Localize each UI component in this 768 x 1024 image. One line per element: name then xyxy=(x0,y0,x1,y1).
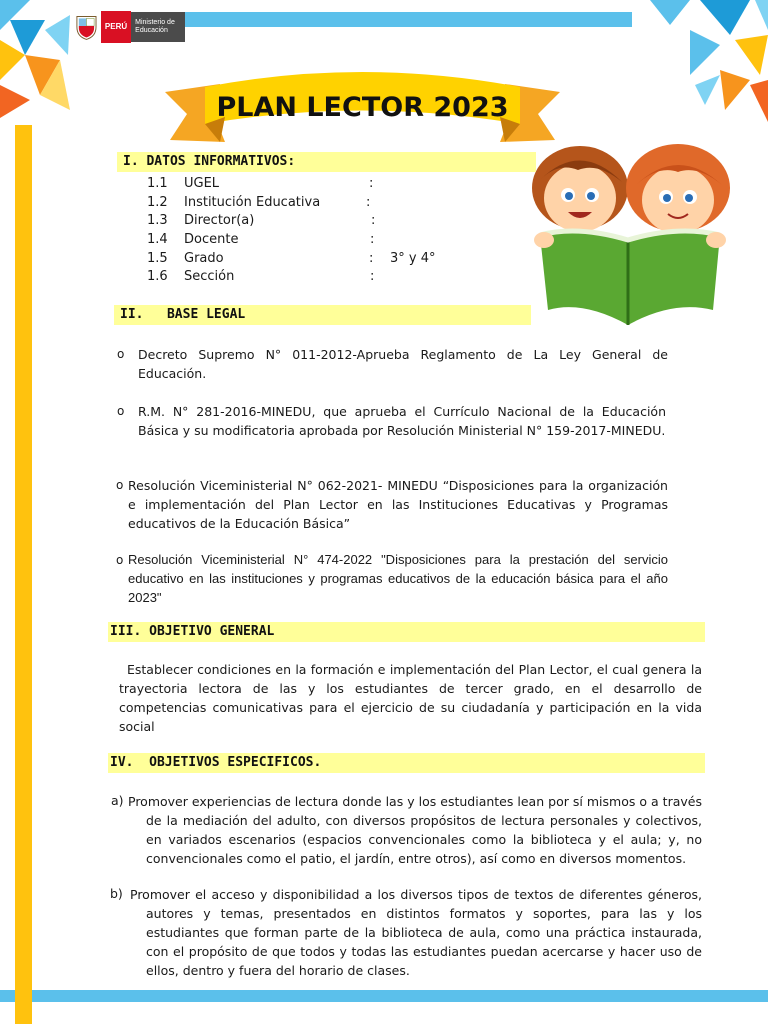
info-row-colon: : xyxy=(369,251,374,266)
objetivo-especifico-item: Promover experiencias de lectura donde las y los estudiantes lean por sí mismos o a través de la mediación del adulto, con diversos propósitos de lectura personales y colectivos, en variados escenarios (espacios convencionales como la biblioteca y el aula; y, no convencionales como el patio, el jardín, entre otros), así como en diversos momentos. xyxy=(128,794,702,866)
top-right-triangles xyxy=(640,0,768,125)
info-row-number: 1.3 xyxy=(147,213,168,228)
info-row-label: UGEL xyxy=(184,176,220,191)
section-objetivos-especificos-heading: IV. OBJETIVOS ESPECIFICOS. xyxy=(108,753,705,773)
info-row-label: Docente xyxy=(184,232,239,247)
info-row-number: 1.6 xyxy=(147,269,168,284)
ministry-logo xyxy=(75,11,185,43)
info-row-colon: : xyxy=(366,195,371,210)
kids-reading-illustration xyxy=(528,140,738,330)
list-bullet: o xyxy=(117,347,125,361)
base-legal-item: Decreto Supremo N° 011-2012-Aprueba Reglamento de La Ley General de Educación. xyxy=(138,347,668,381)
list-marker: b) xyxy=(110,886,123,901)
info-row-label: Grado xyxy=(184,251,224,266)
list-bullet: o xyxy=(116,478,124,492)
info-row-number: 1.5 xyxy=(147,251,168,266)
objetivo-especifico-item: Promover el acceso y disponibilidad a los diversos tipos de textos de diferentes géneros, autores y temas, presentados en distintos formatos y soportes, para las y los estudiantes que forman parte de la biblioteca de aula, como una práctica instaurada, con el propósito de que todos y todas las estudiantes puedan acercarse y hacer uso de ellos, dentro y fuera del horario de clases. xyxy=(130,887,702,978)
info-row-label: Sección xyxy=(184,269,235,284)
info-row-colon: : xyxy=(369,176,374,191)
logo-ministry-label: Ministerio de Educación xyxy=(131,12,185,42)
info-row-colon: : xyxy=(371,213,376,228)
base-legal-item: R.M. N° 281-2016-MINEDU, que aprueba el Currículo Nacional de la Educación Básica y su modificatoria aprobada por Resolución Ministerial N° 159-2017-MINEDU. xyxy=(138,404,666,438)
section-datos-heading: I. DATOS INFORMATIVOS: xyxy=(117,152,536,172)
info-row-label: Institución Educativa xyxy=(184,195,321,210)
base-legal-item: Resolución Viceministerial N° 474-2022 "Disposiciones para la prestación del servicio educativo en las instituciones y programas educativos de la educación básica para el año 2023" xyxy=(128,552,668,605)
info-row-number: 1.4 xyxy=(147,232,168,247)
bottom-decorative-bar xyxy=(0,990,768,1002)
list-marker: a) xyxy=(111,793,124,808)
section-base-legal-heading: II. BASE LEGAL xyxy=(114,305,531,325)
base-legal-item: Resolución Viceministerial N° 062-2021- MINEDU “Disposiciones para la organización e implementación del Plan Lector en las Instituciones Educativas y Programas educativos de la Educación Básica” xyxy=(128,478,668,531)
info-row-value: 3° y 4° xyxy=(390,251,436,266)
coat-of-arms-icon xyxy=(75,13,98,41)
objetivo-general-text: Establecer condiciones en la formación e implementación del Plan Lector, el cual genera la trayectoria lectora de las y los estudiantes de tercer grado, en el desarrollo de competencias comunicativas para el ejercicio de su ciudadanía y participación en la vida social xyxy=(119,662,702,734)
page-title: PLAN LECTOR 2023 xyxy=(216,92,509,123)
section-objetivo-general-heading: III. OBJETIVO GENERAL xyxy=(108,622,705,642)
list-bullet: o xyxy=(117,404,125,418)
info-row-number: 1.1 xyxy=(147,176,168,191)
top-left-triangles xyxy=(0,0,75,120)
info-row-number: 1.2 xyxy=(147,195,168,210)
info-row-label: Director(a) xyxy=(184,213,255,228)
info-row-colon: : xyxy=(370,232,375,247)
list-bullet: o xyxy=(116,553,124,567)
logo-country-label: PERÚ xyxy=(101,11,131,43)
top-decorative-bar xyxy=(180,12,632,27)
info-row-colon: : xyxy=(370,269,375,284)
left-decorative-bar xyxy=(15,125,32,1024)
